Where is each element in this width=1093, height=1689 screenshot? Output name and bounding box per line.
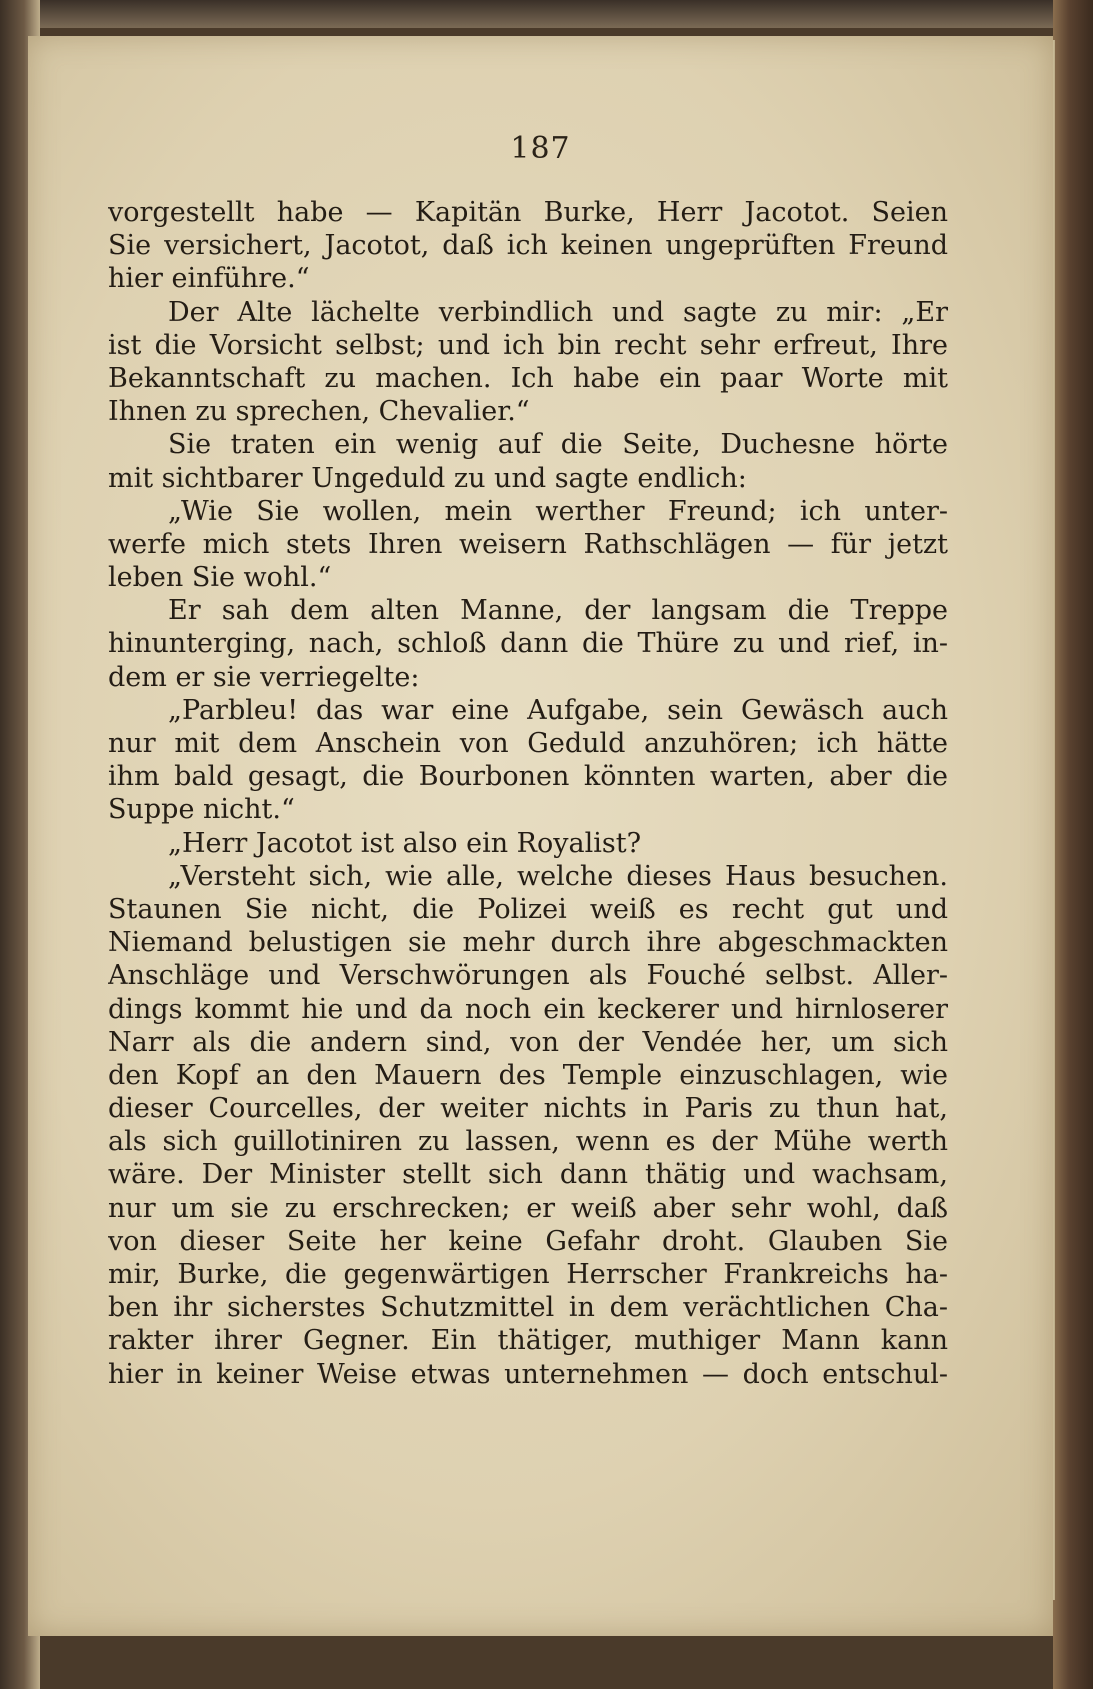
- text-line: werfe mich stets Ihren weisern Rathschlägen — für jetzt: [108, 528, 948, 560]
- book-page: [28, 36, 1053, 1636]
- text-line: ben ihr sicherstes Schutzmittel in dem verächtlichen Cha-: [108, 1292, 948, 1324]
- text-line: Narr als die andern sind, von der Vendée her, um sich: [108, 1026, 948, 1058]
- text-line: den Kopf an den Mauern des Temple einzuschlagen, wie: [108, 1059, 948, 1091]
- text-line: leben Sie wohl.“: [108, 562, 332, 594]
- text-line: rakter ihrer Gegner. Ein thätiger, muthiger Mann kann: [108, 1325, 948, 1357]
- text-line: dieser Courcelles, der weiter nichts in Paris zu thun hat,: [108, 1093, 948, 1125]
- text-line: hier in keiner Weise etwas unternehmen — doch entschul-: [108, 1358, 948, 1390]
- text-line: nur mit dem Anschein von Geduld anzuhören; ich hätte: [108, 728, 948, 759]
- text-line: „Herr Jacotot ist also ein Royalist?: [168, 827, 642, 859]
- text-line: Suppe nicht.“: [108, 794, 295, 826]
- text-line: Anschläge und Verschwörungen als Fouché selbst. Aller-: [108, 960, 948, 992]
- text-line: Ihnen zu sprechen, Chevalier.“: [108, 396, 530, 428]
- text-line: wäre. Der Minister stellt sich dann thätig und wachsam,: [108, 1159, 948, 1191]
- text-line: von dieser Seite her keine Gefahr droht. Glauben Sie: [108, 1225, 948, 1257]
- text-line: Staunen Sie nicht, die Polizei weiß es recht gut und: [108, 893, 948, 925]
- text-line: als sich guillotiniren zu lassen, wenn es der Mühe werth: [108, 1126, 948, 1158]
- text-line: „Versteht sich, wie alle, welche dieses Haus besuchen.: [168, 860, 948, 892]
- text-line: Sie versichert, Jacotot, daß ich keinen ungeprüften Freund: [108, 230, 948, 262]
- text-line: Sie traten ein wenig auf die Seite, Duchesne hörte: [168, 429, 948, 461]
- text-line: Niemand belustigen sie mehr durch ihre abgeschmackten: [108, 927, 948, 959]
- text-line: hinunterging, nach, schloß dann die Thüre zu und rief, in-: [108, 628, 948, 660]
- text-line: nur um sie zu erschrecken; er weiß aber sehr wohl, daß: [108, 1192, 948, 1224]
- book-cover-right-edge: [1053, 0, 1093, 1689]
- text-line: Bekanntschaft zu machen. Ich habe ein paar Worte mit: [108, 362, 948, 394]
- text-line: ist die Vorsicht selbst; und ich bin recht sehr erfreut, Ihre: [108, 329, 948, 361]
- page-text: [108, 196, 948, 1391]
- text-line: Der Alte lächelte verbindlich und sagte zu mir: „Er: [168, 296, 948, 328]
- text-line: „Parbleu! das war eine Aufgabe, sein Gewäsch auch: [168, 694, 948, 726]
- text-line: hier einführe.“: [108, 263, 310, 295]
- page-number: 187: [510, 131, 571, 166]
- text-line: dings kommt hie und da noch ein keckerer und hirnloserer: [108, 993, 948, 1025]
- text-line: ihm bald gesagt, die Bourbonen könnten warten, aber die: [108, 761, 948, 793]
- text-line: Er sah dem alten Manne, der langsam die Treppe: [168, 595, 948, 627]
- text-line: „Wie Sie wollen, mein werther Freund; ich unter-: [168, 495, 948, 527]
- book-cover-top-edge: [0, 0, 1093, 28]
- text-line: mir, Burke, die gegenwärtigen Herrscher Frankreichs ha-: [108, 1259, 948, 1290]
- text-line: dem er sie verriegelte:: [108, 661, 420, 693]
- text-line: vorgestellt habe — Kapitän Burke, Herr Jacotot. Seien: [108, 197, 948, 228]
- text-line: mit sichtbarer Ungeduld zu und sagte endlich:: [108, 462, 747, 494]
